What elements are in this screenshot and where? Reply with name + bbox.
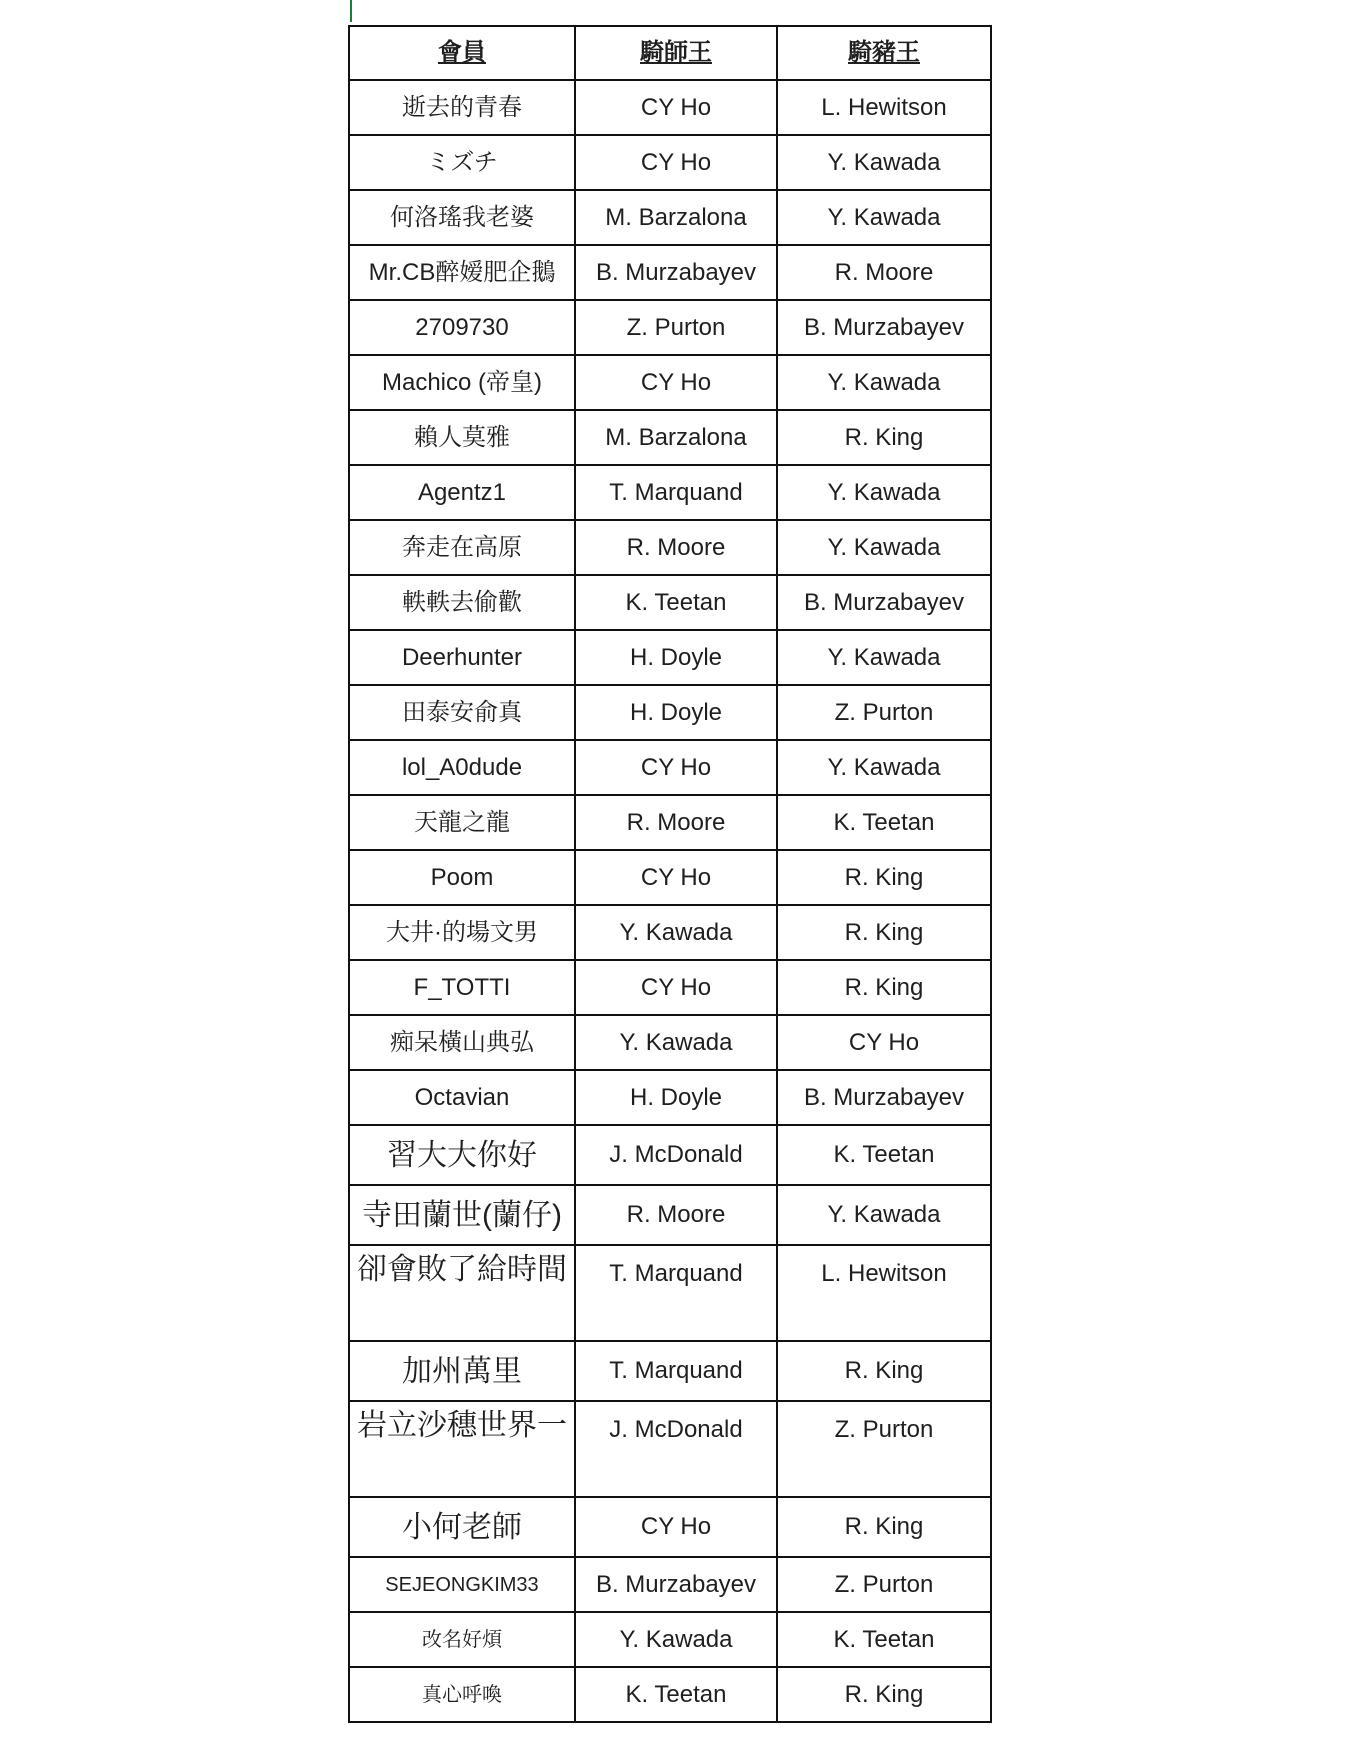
jockey-cell[interactable]: K. Teetan — [575, 1667, 777, 1722]
member-cell[interactable]: Deerhunter — [349, 630, 575, 685]
pig-cell[interactable]: K. Teetan — [777, 1125, 991, 1185]
jockey-cell[interactable]: H. Doyle — [575, 630, 777, 685]
pig-cell[interactable]: Y. Kawada — [777, 355, 991, 410]
table-row — [349, 960, 991, 1015]
jockey-cell[interactable]: J. McDonald — [575, 1401, 777, 1497]
pig-cell[interactable]: Y. Kawada — [777, 465, 991, 520]
table-row — [349, 465, 991, 520]
member-cell[interactable]: 賴人莫雅 — [349, 410, 575, 465]
member-cell[interactable]: Machico (帝皇) — [349, 355, 575, 410]
pig-cell[interactable]: Y. Kawada — [777, 740, 991, 795]
jockey-cell[interactable]: Y. Kawada — [575, 1612, 777, 1667]
jockey-cell[interactable]: J. McDonald — [575, 1125, 777, 1185]
table-row — [349, 1557, 991, 1612]
pig-cell[interactable]: Z. Purton — [777, 685, 991, 740]
member-cell[interactable]: 天龍之龍 — [349, 795, 575, 850]
member-cell[interactable]: 田泰安俞真 — [349, 685, 575, 740]
pig-cell[interactable]: R. King — [777, 410, 991, 465]
jockey-cell[interactable]: H. Doyle — [575, 1070, 777, 1125]
table-row — [349, 740, 991, 795]
cell-cursor-indicator — [350, 0, 352, 22]
member-cell[interactable]: 小何老師 — [349, 1497, 575, 1557]
member-cell[interactable]: 寺田蘭世(蘭仔) — [349, 1185, 575, 1245]
pig-cell[interactable]: R. King — [777, 850, 991, 905]
pig-cell[interactable]: Y. Kawada — [777, 135, 991, 190]
pig-cell[interactable]: Z. Purton — [777, 1557, 991, 1612]
table-row — [349, 355, 991, 410]
pig-cell[interactable]: K. Teetan — [777, 1612, 991, 1667]
jockey-cell[interactable]: T. Marquand — [575, 1341, 777, 1401]
header-row — [349, 26, 991, 80]
member-cell[interactable]: lol_A0dude — [349, 740, 575, 795]
jockey-cell[interactable]: H. Doyle — [575, 685, 777, 740]
jockey-cell[interactable]: Y. Kawada — [575, 1015, 777, 1070]
table-row — [349, 1185, 991, 1245]
pig-cell[interactable]: R. King — [777, 1667, 991, 1722]
member-cell[interactable]: Octavian — [349, 1070, 575, 1125]
member-cell[interactable]: 大井·的場文男 — [349, 905, 575, 960]
member-cell[interactable]: 加州萬里 — [349, 1341, 575, 1401]
table-row — [349, 520, 991, 575]
jockey-cell[interactable]: CY Ho — [575, 80, 777, 135]
jockey-cell[interactable]: CY Ho — [575, 135, 777, 190]
pig-cell[interactable]: CY Ho — [777, 1015, 991, 1070]
table-row — [349, 80, 991, 135]
jockey-cell[interactable]: R. Moore — [575, 520, 777, 575]
pig-cell[interactable]: B. Murzabayev — [777, 575, 991, 630]
member-cell[interactable]: Poom — [349, 850, 575, 905]
pig-cell[interactable]: R. Moore — [777, 245, 991, 300]
header-member[interactable]: 會員 — [349, 26, 575, 80]
table-row — [349, 1125, 991, 1185]
table-body — [349, 80, 991, 1722]
jockey-cell[interactable]: R. Moore — [575, 795, 777, 850]
table-row — [349, 1401, 991, 1497]
table-row — [349, 1612, 991, 1667]
jockey-cell[interactable]: CY Ho — [575, 960, 777, 1015]
jockey-cell[interactable]: Z. Purton — [575, 300, 777, 355]
table-row — [349, 1497, 991, 1557]
member-cell[interactable]: SEJEONGKIM33 — [349, 1557, 575, 1612]
jockey-cell[interactable]: Y. Kawada — [575, 905, 777, 960]
member-cell[interactable]: ミズチ — [349, 135, 575, 190]
jockey-cell[interactable]: M. Barzalona — [575, 410, 777, 465]
pig-cell[interactable]: Y. Kawada — [777, 1185, 991, 1245]
pig-cell[interactable]: Z. Purton — [777, 1401, 991, 1497]
member-cell[interactable]: 何洛瑤我老婆 — [349, 190, 575, 245]
jockey-cell[interactable]: K. Teetan — [575, 575, 777, 630]
jockey-cell[interactable]: T. Marquand — [575, 1245, 777, 1341]
pig-cell[interactable]: R. King — [777, 905, 991, 960]
jockey-cell[interactable]: M. Barzalona — [575, 190, 777, 245]
pig-cell[interactable]: K. Teetan — [777, 795, 991, 850]
table-row — [349, 1667, 991, 1722]
header-jockey-king[interactable]: 騎師王 — [575, 26, 777, 80]
jockey-cell[interactable]: R. Moore — [575, 1185, 777, 1245]
member-cell[interactable]: Agentz1 — [349, 465, 575, 520]
table-row — [349, 135, 991, 190]
pig-cell[interactable]: Y. Kawada — [777, 520, 991, 575]
member-cell[interactable]: 習大大你好 — [349, 1125, 575, 1185]
member-cell[interactable]: 痴呆橫山典弘 — [349, 1015, 575, 1070]
pig-cell[interactable]: L. Hewitson — [777, 1245, 991, 1341]
table-row — [349, 410, 991, 465]
jockey-cell[interactable]: B. Murzabayev — [575, 1557, 777, 1612]
member-cell[interactable]: Mr.CB醉嫒肥企鵝 — [349, 245, 575, 300]
jockey-cell[interactable]: CY Ho — [575, 1497, 777, 1557]
member-cell[interactable]: 2709730 — [349, 300, 575, 355]
member-cell[interactable]: 岩立沙穗世界一 — [349, 1401, 575, 1497]
jockey-cell[interactable]: CY Ho — [575, 740, 777, 795]
member-cell[interactable]: 真心呼喚 — [349, 1667, 575, 1722]
member-picks-table — [348, 25, 992, 1723]
member-cell[interactable]: 卻會敗了給時間 — [349, 1245, 575, 1341]
table-row — [349, 1015, 991, 1070]
table-row — [349, 1070, 991, 1125]
table-row — [349, 630, 991, 685]
table-row — [349, 190, 991, 245]
table-row — [349, 1245, 991, 1341]
jockey-cell[interactable]: B. Murzabayev — [575, 245, 777, 300]
pig-cell[interactable]: B. Murzabayev — [777, 300, 991, 355]
table-row — [349, 575, 991, 630]
table-row — [349, 245, 991, 300]
table-row — [349, 850, 991, 905]
table-row — [349, 300, 991, 355]
jockey-cell[interactable]: CY Ho — [575, 355, 777, 410]
pig-cell[interactable]: Y. Kawada — [777, 630, 991, 685]
header-pig-king[interactable]: 騎豬王 — [777, 26, 991, 80]
pig-cell[interactable]: B. Murzabayev — [777, 1070, 991, 1125]
pig-cell[interactable]: R. King — [777, 1497, 991, 1557]
table-row — [349, 1341, 991, 1401]
pig-cell[interactable]: R. King — [777, 960, 991, 1015]
member-cell[interactable]: 逝去的青春 — [349, 80, 575, 135]
member-cell[interactable]: F_TOTTI — [349, 960, 575, 1015]
pig-cell[interactable]: R. King — [777, 1341, 991, 1401]
pig-cell[interactable]: Y. Kawada — [777, 190, 991, 245]
pig-cell[interactable]: L. Hewitson — [777, 80, 991, 135]
table-row — [349, 685, 991, 740]
member-cell[interactable]: 改名好煩 — [349, 1612, 575, 1667]
member-cell[interactable]: 軼軼去偷歡 — [349, 575, 575, 630]
table-row — [349, 905, 991, 960]
table-row — [349, 795, 991, 850]
jockey-cell[interactable]: T. Marquand — [575, 465, 777, 520]
jockey-cell[interactable]: CY Ho — [575, 850, 777, 905]
member-cell[interactable]: 奔走在高原 — [349, 520, 575, 575]
